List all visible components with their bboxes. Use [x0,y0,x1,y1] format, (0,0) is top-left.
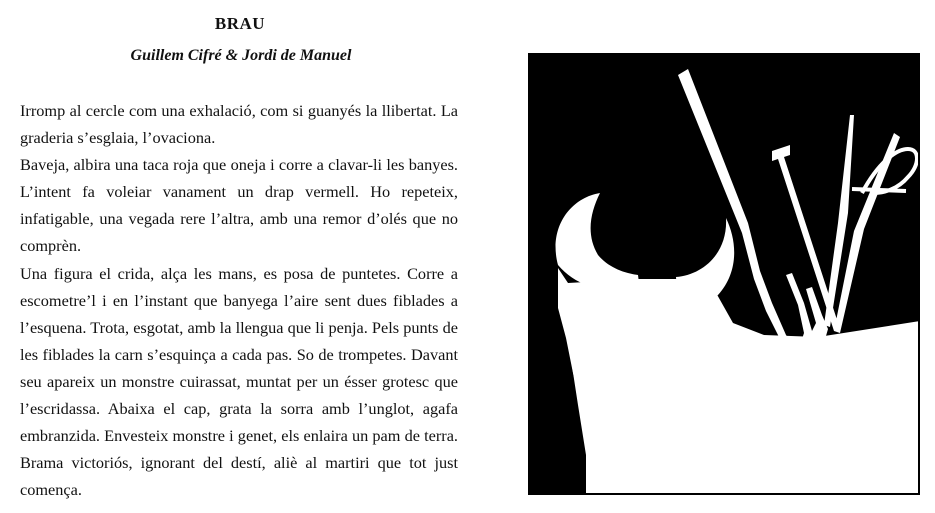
bull-illustration [528,53,920,495]
paragraph: Baveja, albira una taca roja que oneja i corre a clavar-li les banyes. L’intent fa voleiar vanament un drap vermell. Ho repeteix, infatigable, una vegada rere l’altra, amb una remor d’olés que no comprèn. [20,155,458,256]
paragraph: Irromp al cercle com una exhalació, com si guanyés la llibertat. La graderia s’esglaia, l’ovaciona. [20,101,458,148]
page-title: BRAU [214,14,266,33]
authors-byline: Guillem Cifré & Jordi de Manuel [130,47,352,64]
paragraph: Una figura el crida, alça les mans, es posa de puntetes. Corre a escometre’l i en l’instant que banyega l’aire sent dues fiblades a l’esquena. Trota, esgotat, amb la llengua que li penja. Pels punts de les fiblades la carn s’esquinça a cada pas. So de trompetes. Davant seu apareix un monstre cuirassat, muntat per un ésser grotesc que l’escridassa. Abaixa el cap, grata la sorra amb l’unglot, agafa embranzida. Envesteix monstre i genet, els enlaira un pam de terra. Brama victoriós, ignorant del destí, aliè al martiri que tot just comença. [20,263,458,500]
story-body [20,97,458,503]
